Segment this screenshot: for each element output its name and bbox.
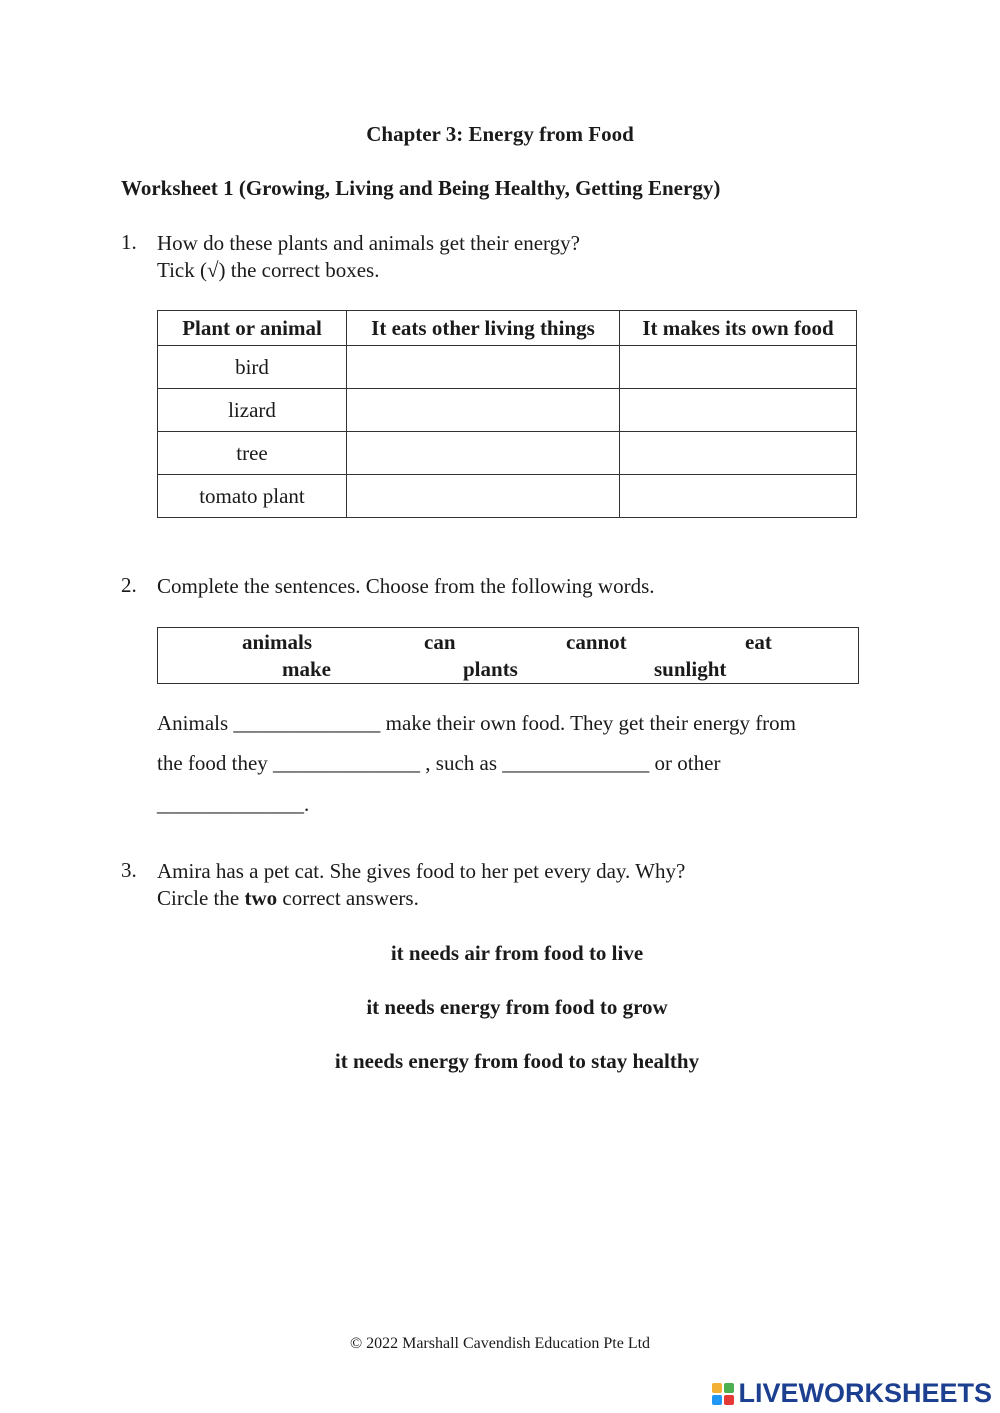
question-2-text: Complete the sentences. Choose from the following words. xyxy=(157,574,655,598)
tick-box-makes[interactable] xyxy=(620,432,857,475)
organism-cell: tree xyxy=(158,432,347,475)
organism-cell: lizard xyxy=(158,389,347,432)
fill-in-sentence-3[interactable]: ______________. xyxy=(157,792,310,816)
tick-box-eats[interactable] xyxy=(347,346,620,389)
chapter-title: Chapter 3: Energy from Food xyxy=(366,122,634,146)
tick-box-makes[interactable] xyxy=(620,389,857,432)
question-3-line-1: Amira has a pet cat. She gives food to her pet every day. Why? xyxy=(157,859,686,883)
tick-box-makes[interactable] xyxy=(620,475,857,518)
tick-box-eats[interactable] xyxy=(347,475,620,518)
word-bank xyxy=(157,627,859,684)
word-bank-item: cannot xyxy=(566,630,627,654)
table-row xyxy=(158,389,857,432)
word-bank-item: sunlight xyxy=(654,657,727,681)
liveworksheets-brand xyxy=(712,1378,992,1409)
logo-square xyxy=(712,1383,722,1393)
table-row xyxy=(158,475,857,518)
answer-option-1[interactable]: it needs air from food to live xyxy=(390,941,644,965)
word-bank-item: animals xyxy=(242,630,313,654)
table-header-eats-others: It eats other living things xyxy=(347,311,620,346)
table-row xyxy=(158,432,857,475)
fill-in-sentence-1[interactable]: Animals ______________ make their own food. They get their energy from xyxy=(157,711,797,735)
tick-table xyxy=(157,310,857,518)
logo-square xyxy=(724,1383,734,1393)
word-bank-item: can xyxy=(424,630,456,654)
tick-box-eats[interactable] xyxy=(347,432,620,475)
question-3-text xyxy=(157,858,685,912)
question-1-text xyxy=(157,230,580,284)
liveworksheets-logo-icon xyxy=(712,1383,734,1405)
fill-in-sentence-2[interactable]: the food they ______________ , such as ______________ or other xyxy=(157,751,721,775)
brand-name: LIVEWORKSHEETS xyxy=(738,1378,992,1408)
table-header-makes-own-food: It makes its own food xyxy=(620,311,857,346)
question-3-line-2-start: Circle the xyxy=(157,886,245,910)
question-1-line-1: How do these plants and animals get their energy? xyxy=(157,231,580,255)
answer-option-3[interactable]: it needs energy from food to stay healthy xyxy=(334,1049,700,1073)
question-3-line-2-end: correct answers. xyxy=(277,886,419,910)
question-3-emphasis: two xyxy=(244,886,278,910)
organism-cell: bird xyxy=(158,346,347,389)
question-1-line-2: Tick (√) the correct boxes. xyxy=(157,258,380,282)
word-bank-item: make xyxy=(282,657,331,681)
organism-cell: tomato plant xyxy=(158,475,347,518)
tick-box-makes[interactable] xyxy=(620,346,857,389)
question-3-number: 3. xyxy=(121,858,137,882)
question-2-number: 2. xyxy=(121,573,137,597)
table-header-plant-or-animal: Plant or animal xyxy=(158,311,347,346)
question-1-number: 1. xyxy=(121,230,137,254)
word-bank-item: plants xyxy=(463,657,518,681)
word-bank-item: eat xyxy=(745,630,772,654)
copyright-footer: © 2022 Marshall Cavendish Education Pte Ltd xyxy=(349,1335,651,1352)
question-3-line-2 xyxy=(157,885,685,912)
tick-box-eats[interactable] xyxy=(347,389,620,432)
logo-square xyxy=(712,1395,722,1405)
worksheet-title: Worksheet 1 (Growing, Living and Being Healthy, Getting Energy) xyxy=(121,176,721,200)
answer-option-2[interactable]: it needs energy from food to grow xyxy=(366,995,668,1019)
logo-square xyxy=(724,1395,734,1405)
table-row xyxy=(158,346,857,389)
